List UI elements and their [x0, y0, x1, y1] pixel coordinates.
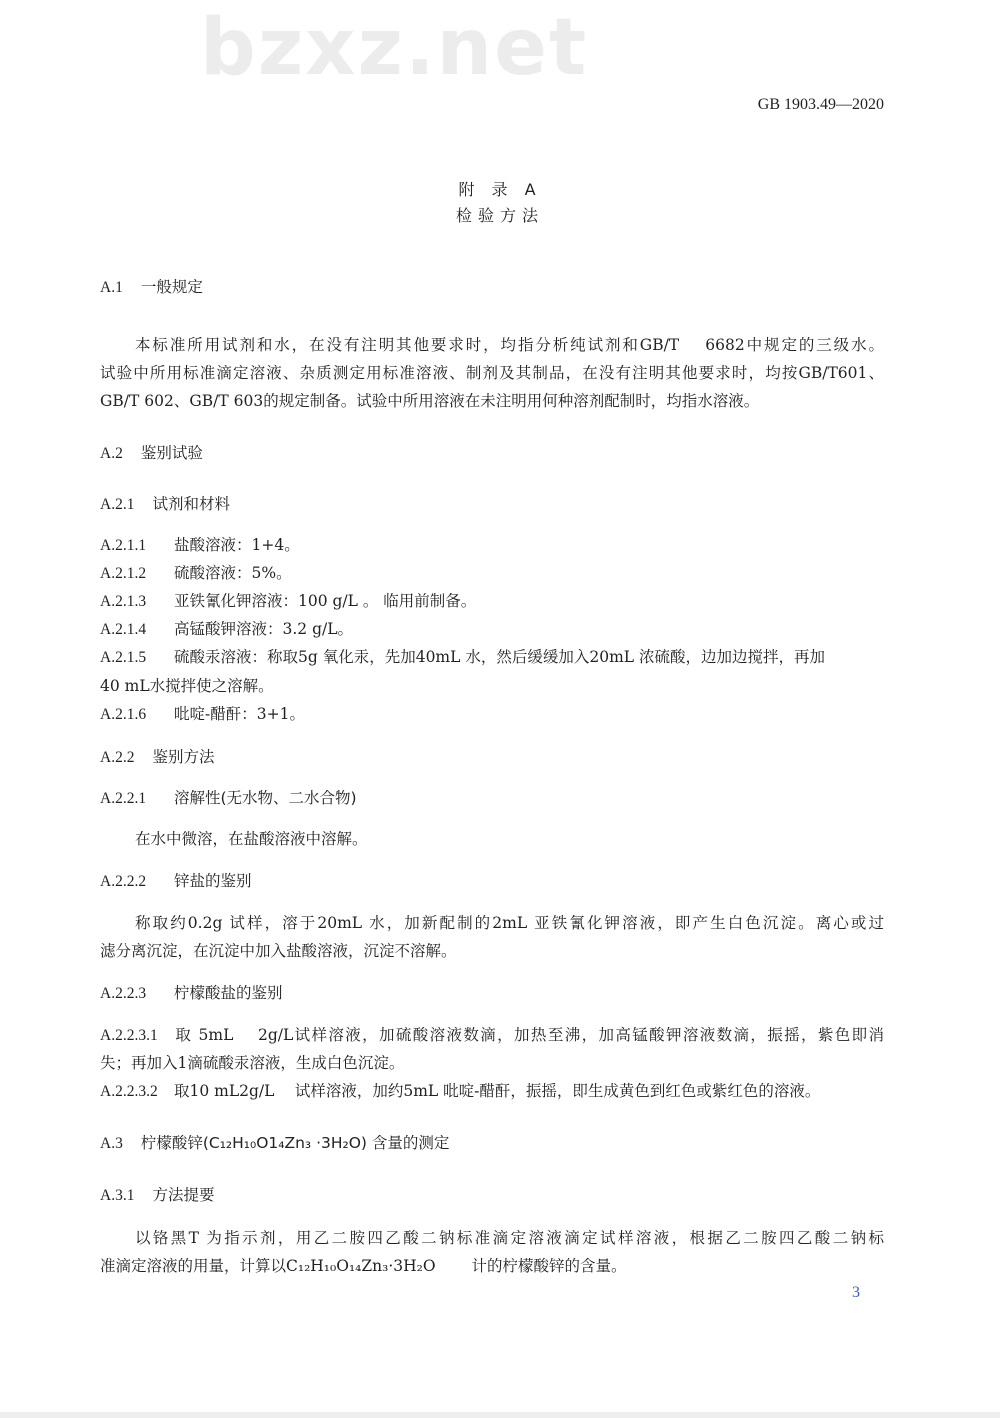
paragraph-line: 称取约0.2g 试样，溶于20mL 水，加新配制的2mL 亚铁氰化钾溶液，即产生白色沉淀。离心或过	[135, 914, 884, 932]
item-a213: A.2.1.3 亚铁氰化钾溶液：100 g/L 。 临用前制备。	[100, 592, 477, 610]
item-a215-cont: 40 mL水搅拌使之溶解。	[100, 677, 274, 695]
heading-a2: A.2 鉴别试验	[100, 444, 203, 462]
item-a215: A.2.1.5 硫酸汞溶液：称取5g 氧化汞，先加40mL 水，然后缓缓加入20mL 浓硫酸，边加边搅拌，再加	[100, 648, 825, 666]
heading-a22: A.2.2 鉴别方法	[100, 748, 215, 766]
page-edge	[0, 1412, 1000, 1418]
item-a216: A.2.1.6 吡啶-醋酐：3+1。	[100, 705, 305, 723]
appendix-label: 附 录 A	[458, 180, 542, 199]
heading-a222: A.2.2.2 锌盐的鉴别	[100, 872, 252, 890]
watermark: bzxz.net	[200, 3, 589, 93]
paragraph-line: GB/T 602、GB/T 603的规定制备。试验中所用溶液在未注明用何种溶剂配制时，均指水溶液。	[100, 392, 760, 410]
heading-a21: A.2.1 试剂和材料	[100, 495, 230, 513]
standard-number: GB 1903.49—2020	[757, 96, 884, 113]
appendix-title: 检验方法	[455, 206, 544, 225]
heading-a1: A.1 一般规定	[100, 278, 203, 296]
item-a2232: A.2.2.3.2 取10 mL2g/L 试样溶液，加约5mL 吡啶-醋酐，振摇，即生成黄色到红色或紫红色的溶液。	[100, 1082, 821, 1100]
heading-a3: A.3 柠檬酸锌(C₁₂H₁₀O1₄Zn₃ ·3H₂O) 含量的测定	[100, 1134, 450, 1152]
item-a211: A.2.1.1 盐酸溶液：1+4。	[100, 536, 300, 554]
paragraph-line: 试验中所用标准滴定溶液、杂质测定用标准溶液、制剂及其制品，在没有注明其他要求时，均按GB/T601、	[100, 364, 884, 382]
heading-a223: A.2.2.3 柠檬酸盐的鉴别	[100, 984, 283, 1002]
heading-a31: A.3.1 方法提要	[100, 1186, 215, 1204]
item-a212: A.2.1.2 硫酸溶液：5%。	[100, 564, 292, 582]
paragraph-line: 在水中微溶，在盐酸溶液中溶解。	[135, 830, 368, 848]
item-a2231: A.2.2.3.1 取 5mL 2g/L试样溶液，加硫酸溶液数滴，加热至沸，加高锰酸钾溶液数滴，振摇，紫色即消	[100, 1026, 884, 1044]
paragraph-line: 滤分离沉淀，在沉淀中加入盐酸溶液，沉淀不溶解。	[100, 942, 457, 960]
heading-a221: A.2.2.1 溶解性(无水物、二水合物)	[100, 789, 357, 807]
page-number: 3	[852, 1284, 860, 1301]
paragraph-line: 以铬黑T 为指示剂，用乙二胺四乙酸二钠标准滴定溶液滴定试样溶液，根据乙二胺四乙酸二钠标	[135, 1229, 884, 1247]
item-a214: A.2.1.4 高锰酸钾溶液：3.2 g/L。	[100, 620, 354, 638]
item-a2231-cont: 失；再加入1滴硫酸汞溶液，生成白色沉淀。	[100, 1054, 405, 1072]
paragraph-line: 准滴定溶液的用量，计算以C₁₂H₁₀O₁₄Zn₃·3H₂O 计的柠檬酸锌的含量。	[100, 1257, 627, 1275]
paragraph-line: 本标准所用试剂和水，在没有注明其他要求时，均指分析纯试剂和GB/T 6682中规定的三级水。	[135, 336, 884, 354]
